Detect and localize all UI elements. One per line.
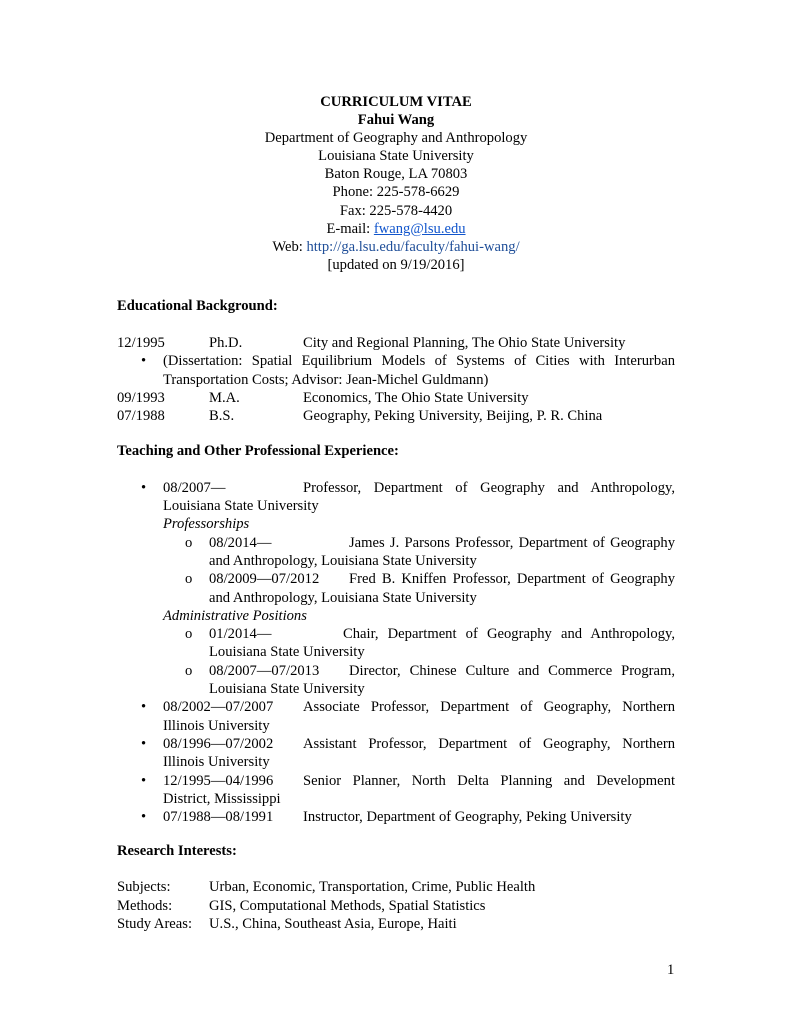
dissertation-item xyxy=(141,352,675,389)
research-row-subjects xyxy=(117,878,675,896)
experience-item xyxy=(141,772,675,809)
sub-text: Chair, Department of Geography and Anthropology, Louisiana State University xyxy=(209,626,675,661)
research-label: Methods: xyxy=(117,897,173,914)
bullet-icon: • xyxy=(141,735,147,752)
research-value: Urban, Economic, Transportation, Crime, Public Health xyxy=(209,879,536,896)
research-value: U.S., China, Southeast Asia, Europe, Haiti xyxy=(209,916,457,933)
email-line xyxy=(117,220,675,238)
edu-row-ma xyxy=(117,389,675,407)
web-link[interactable]: http://ga.lsu.edu/faculty/fahui-wang/ xyxy=(306,238,520,255)
experience-date: 12/1995—04/1996 xyxy=(163,772,274,789)
edu-field: Economics, The Ohio State University xyxy=(303,389,529,406)
experience-text: Assistant Professor, Department of Geography, Northern Illinois University xyxy=(163,735,675,771)
experience-date: 07/1988—08/1991 xyxy=(163,809,274,826)
sub-item xyxy=(185,625,675,662)
education-heading: Educational Background: xyxy=(117,297,278,314)
edu-date: 09/1993 xyxy=(117,389,165,406)
circle-bullet-icon: o xyxy=(185,662,193,679)
bullet-icon: • xyxy=(141,772,147,789)
updated-date: [updated on 9/19/2016] xyxy=(327,256,465,273)
experience-list xyxy=(141,479,675,827)
author-name: Fahui Wang xyxy=(357,112,435,129)
professorships-list xyxy=(185,534,675,607)
professorships-label: Professorships xyxy=(163,516,250,533)
bullet-icon: • xyxy=(141,699,147,716)
sub-item xyxy=(185,662,675,699)
experience-text: Professor, Department of Geography and Anthropology, Louisiana State University xyxy=(163,479,675,515)
edu-date: 12/1995 xyxy=(117,334,165,351)
experience-item xyxy=(141,479,675,516)
department: Department of Geography and Anthropology xyxy=(264,130,528,147)
experience-text: Senior Planner, North Delta Planning and Development District, Mississippi xyxy=(163,772,675,807)
experience-date: 08/2007— xyxy=(163,479,226,496)
sub-text: Fred B. Kniffen Professor, Department of Geography and Anthropology, Louisiana State University xyxy=(209,571,675,606)
edu-row-bs xyxy=(117,407,675,425)
circle-bullet-icon: o xyxy=(185,571,193,588)
email-link[interactable]: fwang@lsu.edu xyxy=(373,220,466,237)
experience-item xyxy=(141,735,675,772)
edu-field: Geography, Peking University, Beijing, P. R. China xyxy=(303,408,603,425)
cv-header xyxy=(117,93,675,274)
admin-list xyxy=(185,625,675,698)
research-row-methods xyxy=(117,897,675,915)
experience-text: Instructor, Department of Geography, Peking University xyxy=(303,809,632,826)
edu-degree: B.S. xyxy=(209,408,235,425)
sub-date: 08/2007—07/2013 xyxy=(209,662,320,679)
edu-date: 07/1988 xyxy=(117,408,165,425)
research-label: Study Areas: xyxy=(117,916,192,933)
experience-item xyxy=(141,808,675,826)
page-number: 1 xyxy=(667,962,675,978)
edu-row-phd xyxy=(117,334,675,352)
research-row-areas xyxy=(117,915,675,933)
sub-text: James J. Parsons Professor, Department of Geography and Anthropology, Louisiana State University xyxy=(209,534,675,569)
edu-field: City and Regional Planning, The Ohio State University xyxy=(303,334,626,351)
university: Louisiana State University xyxy=(318,148,474,165)
research-value: GIS, Computational Methods, Spatial Statistics xyxy=(209,897,486,914)
cv-title: CURRICULUM VITAE xyxy=(320,94,472,110)
sub-item xyxy=(185,534,675,571)
phone: Phone: 225-578-6629 xyxy=(332,184,460,201)
experience-item xyxy=(141,698,675,735)
bullet-icon: • xyxy=(141,809,147,826)
sub-item xyxy=(185,570,675,607)
experience-text: Associate Professor, Department of Geography, Northern Illinois University xyxy=(163,699,675,734)
bullet-icon: • xyxy=(141,353,147,370)
experience-date: 08/2002—07/2007 xyxy=(163,699,274,716)
sub-date: 08/2014— xyxy=(209,534,272,551)
edu-degree: Ph.D. xyxy=(209,334,243,351)
edu-degree: M.A. xyxy=(209,389,240,406)
research-heading: Research Interests: xyxy=(117,843,237,860)
cv-page xyxy=(117,93,675,934)
web-line xyxy=(117,238,675,256)
city: Baton Rouge, LA 70803 xyxy=(324,166,468,183)
research-label: Subjects: xyxy=(117,879,171,896)
email-label: E-mail: xyxy=(326,220,374,237)
fax: Fax: 225-578-4420 xyxy=(339,202,453,219)
teaching-heading: Teaching and Other Professional Experience: xyxy=(117,442,399,459)
sub-date: 08/2009—07/2012 xyxy=(209,571,320,588)
web-label: Web: xyxy=(272,238,307,255)
sub-text: Director, Chinese Culture and Commerce Program, Louisiana State University xyxy=(209,662,675,698)
circle-bullet-icon: o xyxy=(185,626,193,643)
circle-bullet-icon: o xyxy=(185,534,193,551)
dissertation-text: (Dissertation: Spatial Equilibrium Models of Systems of Cities with Interurban Transportation Costs; Advisor: Jean-Michel Guldmann) xyxy=(163,353,675,388)
bullet-icon: • xyxy=(141,479,147,496)
sub-date: 01/2014— xyxy=(209,626,272,643)
experience-date: 08/1996—07/2002 xyxy=(163,735,274,752)
admin-positions-label: Administrative Positions xyxy=(163,607,307,624)
